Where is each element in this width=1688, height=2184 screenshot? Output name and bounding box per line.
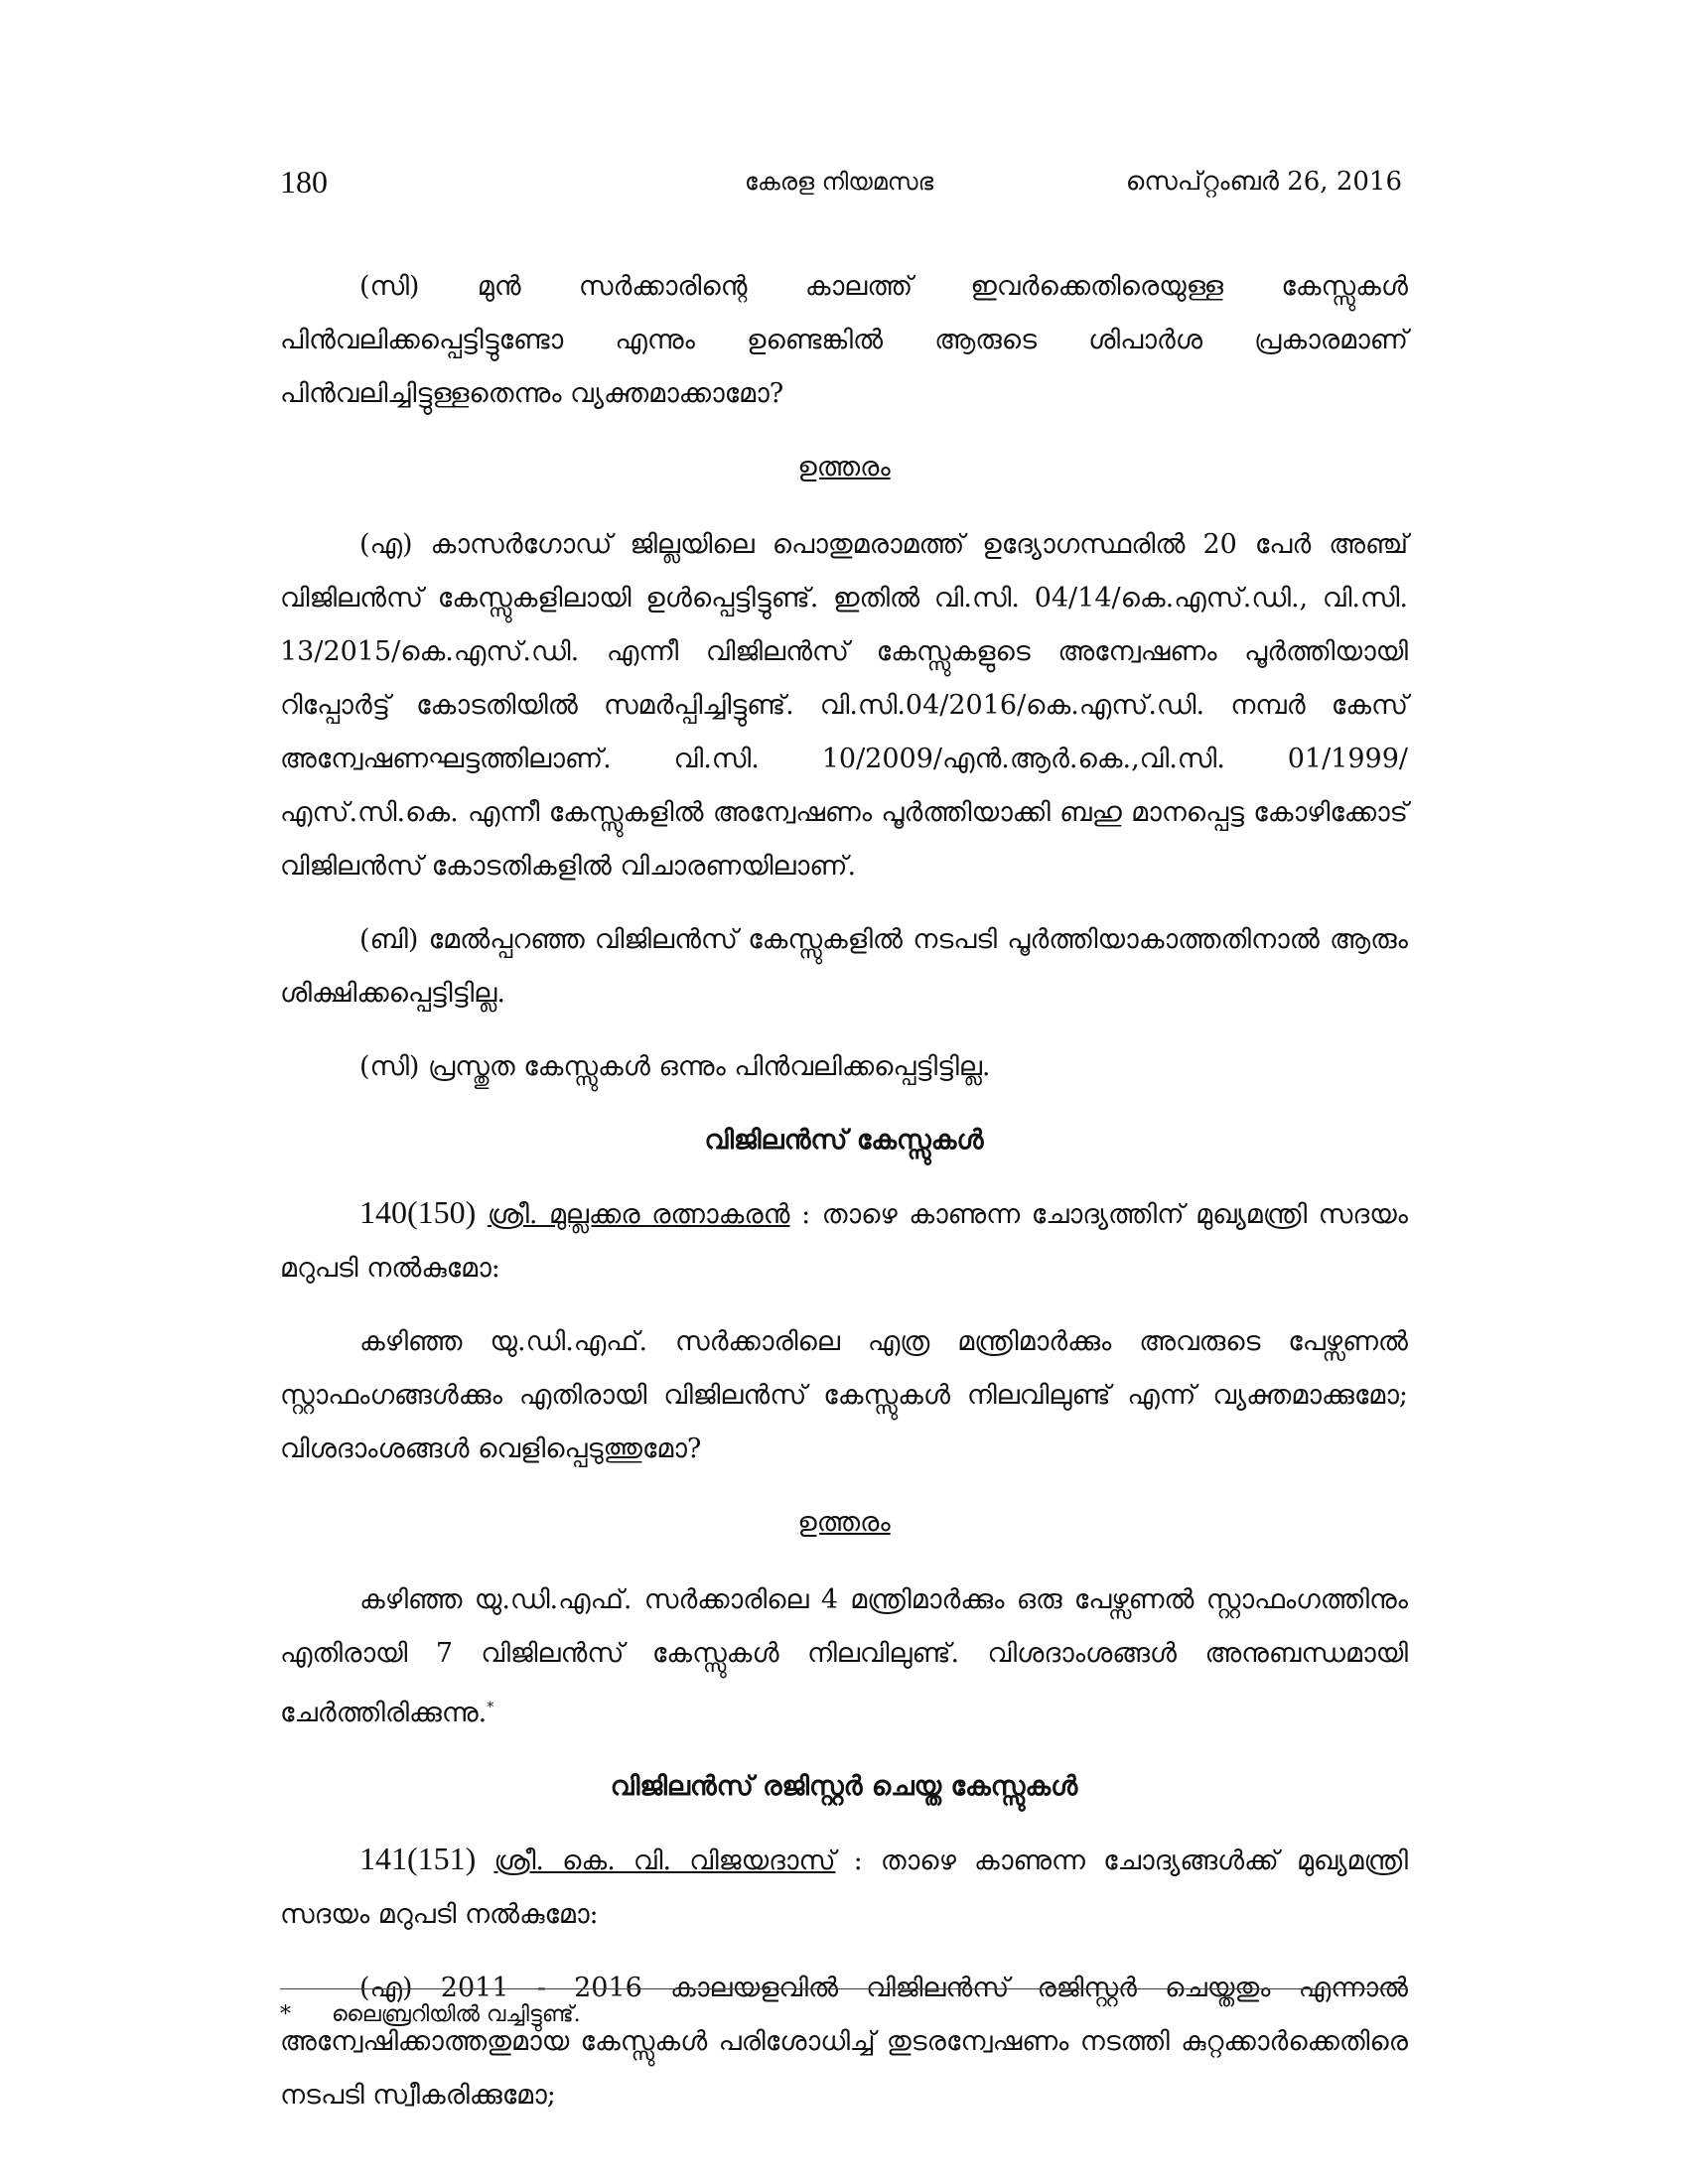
running-title: കേരള നിയമസഭ bbox=[745, 168, 934, 196]
answer-heading: ഉത്തരം bbox=[797, 1507, 891, 1538]
question-141 bbox=[280, 1832, 1408, 1942]
answer-a-paragraph: (എ) കാസർഗോഡ് ജില്ലയിലെ പൊതുമരാമത്ത് ഉദ്യോഗസ്ഥരിൽ 20 പേർ അഞ്ച് വിജിലൻസ് കേസ്സുകളിലായി ഉൾപ്പെട്ടിട്ടുണ്ട്. ഇതിൽ വി.സി. 04/14/കെ.എസ്.ഡി., വി.സി. 13/2015/കെ.എസ്.ഡി. എന്നീ വിജിലൻസ് കേസ്സുകളുടെ അന്വേഷണം പൂർത്തിയായി റിപ്പോർട്ട് കോടതിയിൽ സമർപ്പിച്ചിട്ടുണ്ട്. വി.സി.04/2016/കെ.എസ്.ഡി. നമ്പർ കേസ് അന്വേഷണഘട്ടത്തിലാണ്. വി.സി. 10/2009/എൻ.ആർ.കെ.,വി.സി. 01/1999/എസ്.സി.കെ. എന്നീ കേസ്സുകളിൽ അന്വേഷണം പൂർത്തിയാക്കി ബഹു മാനപ്പെട്ട കോഴിക്കോട് വിജിലൻസ് കോടതികളിൽ വിചാരണയിലാണ്. bbox=[280, 529, 1408, 882]
answer-heading: ഉത്തരം bbox=[797, 452, 891, 482]
answer-b-paragraph: (ബി) മേൽപ്പറഞ്ഞ വിജിലൻസ് കേസ്സുകളിൽ നടപടി പൂർത്തിയാകാത്തതിനാൽ ആരും ശിക്ഷിക്കപ്പെട്ടിട്ടില്ല. bbox=[280, 924, 1408, 1009]
section-heading: വിജിലൻസ് കേസ്സുകൾ bbox=[704, 1125, 984, 1156]
footnote-text: ലൈബ്രറിയിൽ വച്ചിട്ടുണ്ട്. bbox=[332, 2002, 581, 2027]
page-number: 180 bbox=[280, 164, 328, 200]
question-number: 140(150) bbox=[359, 1194, 477, 1230]
footnote-reference: * bbox=[487, 1700, 494, 1715]
section-heading: വിജിലൻസ് രജിസ്റ്റർ ചെയ്ത കേസ്സുകൾ bbox=[610, 1771, 1078, 1802]
question-intro: : താഴെ കാണുന്ന ചോദ്യങ്ങൾക്ക് മുഖ്യമന്ത്രി സദയം മറുപടി നൽകുമോ: bbox=[280, 1845, 1408, 1930]
footnote-mark: * bbox=[280, 2002, 291, 2027]
document-body bbox=[280, 260, 1408, 2142]
question-a-paragraph: (എ) 2011 - 2016 കാലയളവിൽ വിജിലൻസ് രജിസ്റ്റർ ചെയ്തതും എന്നാൽ അന്വേഷിക്കാത്തതുമായ കേസ്സുകൾ പരിശോധിച്ച് തുടരന്വേഷണം നടത്തി കുറ്റക്കാർക്കെതിരെ നടപടി സ്വീകരിക്കുമോ; bbox=[280, 1973, 1408, 2111]
question-paragraph: കഴിഞ്ഞ യു.ഡി.എഫ്. സർക്കാരിലെ എത്ര മന്ത്രിമാർക്കും അവരുടെ പേഴ്സണൽ സ്റ്റാഫംഗങ്ങൾക്കും എതിരായി വിജിലൻസ് കേസ്സുകൾ നിലവിലുണ്ട് എന്ന് വ്യക്തമാക്കുമോ; വിശദാംശങ്ങൾ വെളിപ്പെടുത്തുമോ? bbox=[280, 1326, 1408, 1464]
answer-paragraph bbox=[280, 1573, 1408, 1740]
question-intro: : താഴെ കാണുന്ന ചോദ്യത്തിന് മുഖ്യമന്ത്രി സദയം മറുപടി നൽകുമോ: bbox=[280, 1199, 1408, 1284]
answer-text: കഴിഞ്ഞ യു.ഡി.എഫ്. സർക്കാരിലെ 4 മന്ത്രിമാർക്കും ഒരു പേഴ്സണൽ സ്റ്റാഫംഗത്തിനും എതിരായി 7 വിജിലൻസ് കേസ്സുകൾ നിലവിലുണ്ട്. വിശദാംശങ്ങൾ അനുബന്ധമായി ചേർത്തിരിക്കുന്നു. bbox=[280, 1584, 1408, 1728]
question-c-paragraph: (സി) മുൻ സർക്കാരിന്റെ കാലത്ത് ഇവർക്കെതിരെയുള്ള കേസ്സുകൾ പിൻവലിക്കപ്പെട്ടിട്ടുണ്ടോ എന്നും ഉണ്ടെങ്കിൽ ആരുടെ ശിപാർശ പ്രകാരമാണ് പിൻവലിച്ചിട്ടുള്ളതെന്നും വ്യക്തമാക്കാമോ? bbox=[280, 271, 1408, 409]
footnote bbox=[280, 1999, 581, 2031]
question-number: 141(151) bbox=[359, 1841, 477, 1876]
member-name: ശ്രീ. മുല്ലക്കര രത്നാകരൻ bbox=[487, 1199, 790, 1230]
answer-c-paragraph: (സി) പ്രസ്തുത കേസ്സുകൾ ഒന്നും പിൻവലിക്കപ്പെട്ടിട്ടില്ല. bbox=[359, 1051, 991, 1082]
question-140 bbox=[280, 1185, 1408, 1296]
member-name: ശ്രീ. കെ. വി. വിജയദാസ് bbox=[493, 1845, 836, 1876]
footnote-divider bbox=[280, 1988, 1408, 1989]
header-date: സെപ്റ്റംബർ 26, 2016 bbox=[1125, 167, 1402, 197]
